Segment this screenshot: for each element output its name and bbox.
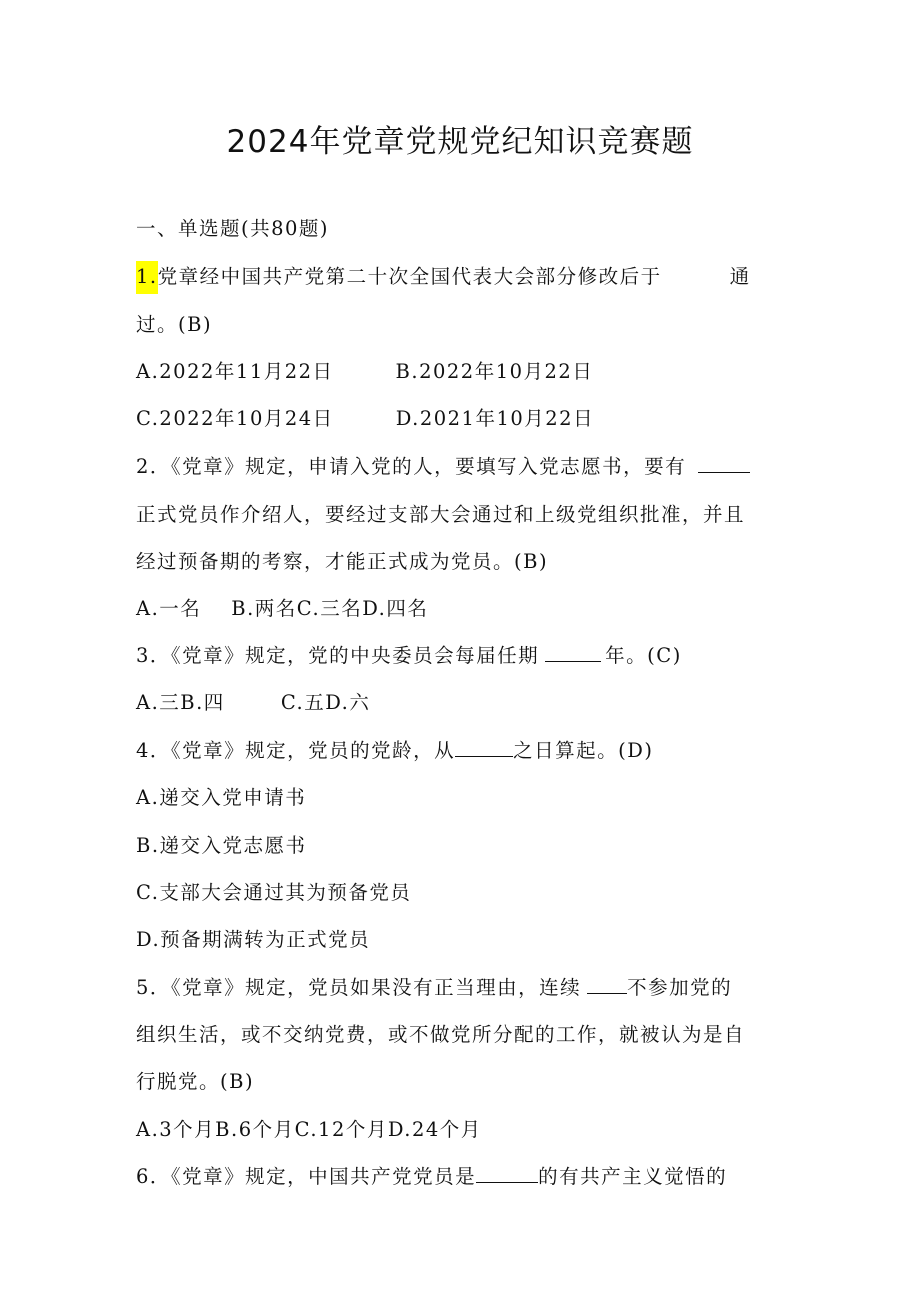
section-heading: 一、单选题(共80题) (136, 217, 330, 240)
question-2-line-1 (136, 454, 750, 480)
question-1-number: 1. (136, 261, 158, 294)
question-3-option-ab: A.三B.四 (136, 691, 225, 714)
question-1-text: 党章经中国共产党第二十次全国代表大会部分修改后于 (157, 265, 662, 288)
question-4-blank (455, 738, 513, 757)
question-1-text-end: 通 (729, 265, 751, 288)
question-5-line-1 (136, 975, 732, 1001)
question-5-options: A.3个月B.6个月C.12个月D.24个月 (136, 1118, 482, 1141)
question-3-line-1 (136, 643, 682, 669)
question-1-line-1 (136, 264, 751, 290)
page-title: 2024年党章党规党纪知识竞赛题 (226, 124, 694, 160)
question-1-option-c: C.2022年10月24日 (136, 407, 334, 430)
question-2-line-2: 正式党员作介绍人，要经过支部大会通过和上级党组织批准，并且 (136, 503, 746, 526)
question-4-option-c: C.支部大会通过其为预备党员 (136, 881, 412, 904)
question-5-blank (587, 975, 627, 994)
question-3-text-end: 年。(C) (605, 644, 682, 667)
question-3-options (136, 690, 370, 716)
question-1-options-row-2 (136, 406, 594, 432)
question-3-option-cd: C.五D.六 (280, 691, 371, 714)
question-4-option-b: B.递交入党志愿书 (136, 834, 307, 857)
question-4-option-d: D.预备期满转为正式党员 (136, 928, 371, 951)
question-4-option-a: A.递交入党申请书 (136, 786, 307, 809)
question-2-blank (698, 454, 750, 473)
question-3-text: 3．《党章》规定，党的中央委员会每届任期 (136, 644, 540, 667)
question-2-text: 2．《党章》规定，申请入党的人，要填写入党志愿书，要有 (136, 455, 687, 478)
question-2-options (136, 596, 428, 622)
question-1-option-d: D.2021年10月22日 (395, 407, 595, 430)
question-5-text: 5．《党章》规定，党员如果没有正当理由，连续 (136, 976, 582, 999)
question-5-line-3: 行脱党。(B) (136, 1070, 255, 1093)
question-1-option-a: A.2022年11月22日 (136, 360, 334, 383)
question-2-line-3: 经过预备期的考察，才能正式成为党员。(B) (136, 550, 549, 573)
question-4-text-end: 之日算起。(D) (513, 739, 654, 762)
question-1-option-b: B.2022年10月22日 (395, 360, 594, 383)
question-4-text: 4．《党章》规定，党员的党龄，从 (136, 739, 456, 762)
question-6-blank (476, 1164, 538, 1183)
question-6-text-end: 的有共产主义觉悟的 (538, 1165, 728, 1188)
question-2-option-a: A.一名 (136, 597, 202, 620)
question-6-text: 6．《党章》规定，中国共产党党员是 (136, 1165, 477, 1188)
question-1-options-row-1 (136, 359, 593, 385)
question-4-line-1 (136, 738, 654, 764)
question-6-line-1 (136, 1164, 727, 1190)
question-5-text-end: 不参加党的 (627, 976, 733, 999)
question-2-option-bcd: B.两名C.三名D.四名 (231, 597, 429, 620)
question-5-line-2: 组织生活，或不交纳党费，或不做党所分配的工作，就被认为是自 (136, 1023, 746, 1046)
question-1-line-2: 过。(B) (136, 313, 213, 336)
question-3-blank (545, 643, 601, 662)
